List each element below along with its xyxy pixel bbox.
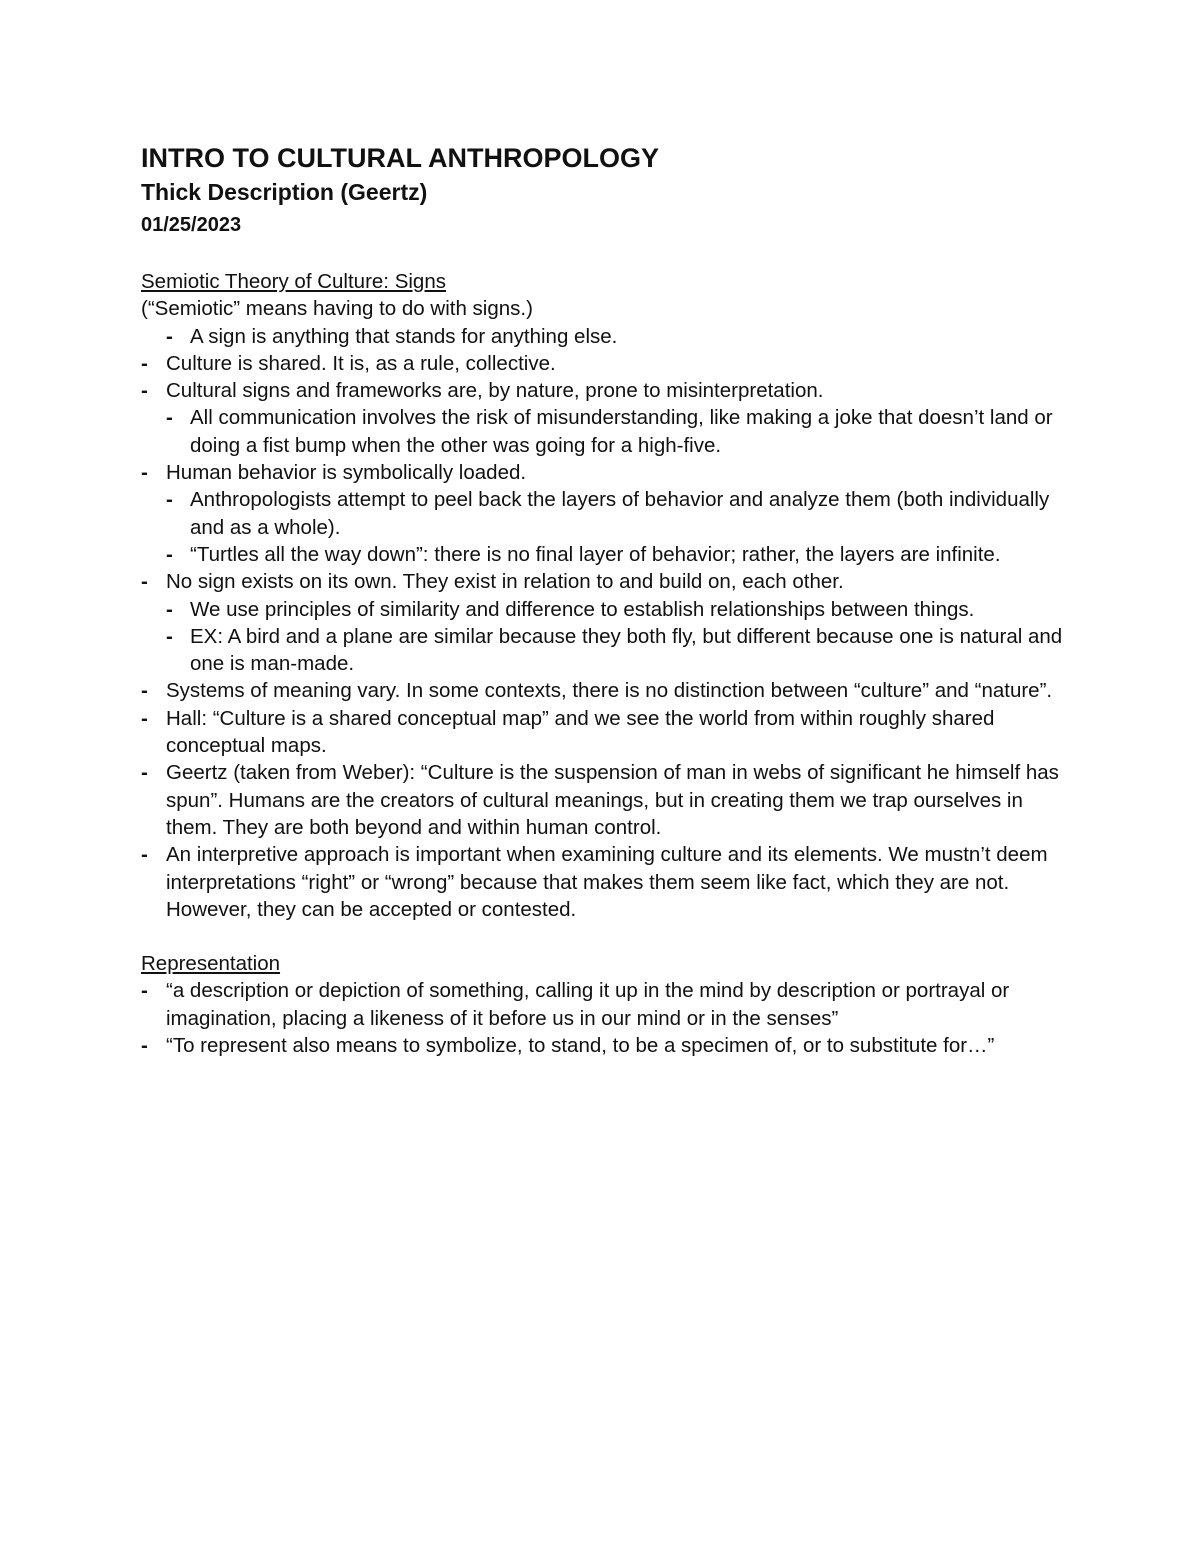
list-item-text: No sign exists on its own. They exist in relation to and build on, each other. [166, 570, 844, 594]
list-item-text: Cultural signs and frameworks are, by nature, prone to misinterpretation. [166, 379, 824, 403]
section-semiotic-theory [141, 268, 1071, 923]
dash-bullet-icon: - [141, 570, 148, 594]
list-item [141, 759, 1071, 841]
document-title: INTRO TO CULTURAL ANTHROPOLOGY [141, 143, 659, 173]
dash-bullet-icon: - [166, 542, 173, 566]
list-item-text: Geertz (taken from Weber): “Culture is the suspension of man in webs of significant he himself has spun”. Humans are the creators of cultural meanings, but in creating them we trap ourselves in them. They are both beyond and within human control. [166, 761, 1059, 839]
list-item-text: EX: A bird and a plane are similar because they both fly, but different because one is natural and one is man-made. [190, 624, 1063, 676]
list-item [141, 377, 1071, 404]
list-item [141, 623, 1071, 678]
dash-bullet-icon: - [141, 1034, 148, 1058]
list-item [141, 596, 1071, 623]
list-item-text: Systems of meaning vary. In some contexts, there is no distinction between “culture” and “nature”. [166, 679, 1053, 703]
bullet-list [141, 323, 1071, 924]
list-item-text: Human behavior is symbolically loaded. [166, 461, 527, 485]
dash-bullet-icon: - [141, 351, 148, 375]
document-subtitle: Thick Description (Geertz) [141, 179, 428, 205]
list-item [141, 459, 1071, 486]
list-item [141, 1032, 1071, 1059]
dash-bullet-icon: - [141, 979, 148, 1003]
document-date: 01/25/2023 [141, 214, 242, 236]
dash-bullet-icon: - [166, 597, 173, 621]
list-item-text: “To represent also means to symbolize, to stand, to be a specimen of, or to substitute for…” [166, 1034, 995, 1058]
list-item-text: A sign is anything that stands for anything else. [190, 324, 618, 348]
list-item-text: Culture is shared. It is, as a rule, collective. [166, 351, 556, 375]
list-item [141, 677, 1071, 704]
list-item-text: All communication involves the risk of misunderstanding, like making a joke that doesn’t land or doing a fist bump when the other was going for a high-five. [190, 406, 1053, 457]
section-intro: (“Semiotic” means having to do with signs.) [141, 297, 533, 321]
section-representation [141, 950, 1071, 1059]
list-item [141, 568, 1071, 595]
list-item-text: Hall: “Culture is a shared conceptual map” and we see the world from within roughly shared conceptual maps. [166, 706, 995, 758]
list-item [141, 977, 1071, 1032]
section-heading: Semiotic Theory of Culture: Signs [141, 270, 446, 293]
list-item [141, 323, 1071, 350]
dash-bullet-icon: - [166, 324, 173, 348]
list-item-text: “Turtles all the way down”: there is no final layer of behavior; rather, the layers are infinite. [190, 542, 1001, 566]
dash-bullet-icon: - [166, 624, 173, 648]
dash-bullet-icon: - [141, 461, 148, 485]
dash-bullet-icon: - [141, 706, 148, 730]
list-item [141, 404, 1071, 459]
bullet-list [141, 977, 1071, 1059]
list-item [141, 841, 1071, 923]
list-item-text: We use principles of similarity and difference to establish relationships between things. [190, 597, 975, 621]
list-item [141, 705, 1071, 760]
document-page [141, 140, 1071, 1059]
list-item [141, 541, 1071, 568]
dash-bullet-icon: - [141, 843, 148, 867]
list-item-text: An interpretive approach is important when examining culture and its elements. We mustn’t deem interpretations “right” or “wrong” because that makes them seem like fact, which they are not. However, they can be accepted or contested. [166, 843, 1048, 921]
section-heading: Representation [141, 952, 281, 976]
list-item-text: “a description or depiction of something, calling it up in the mind by description or portrayal or imagination, placing a likeness of it before us in our mind or in the senses” [166, 979, 1010, 1030]
dash-bullet-icon: - [141, 379, 148, 403]
dash-bullet-icon: - [166, 406, 173, 430]
dash-bullet-icon: - [141, 761, 148, 785]
list-item [141, 486, 1071, 541]
dash-bullet-icon: - [166, 488, 173, 512]
dash-bullet-icon: - [141, 679, 148, 703]
list-item [141, 350, 1071, 377]
list-item-text: Anthropologists attempt to peel back the layers of behavior and analyze them (both individually and as a whole). [190, 488, 1050, 539]
